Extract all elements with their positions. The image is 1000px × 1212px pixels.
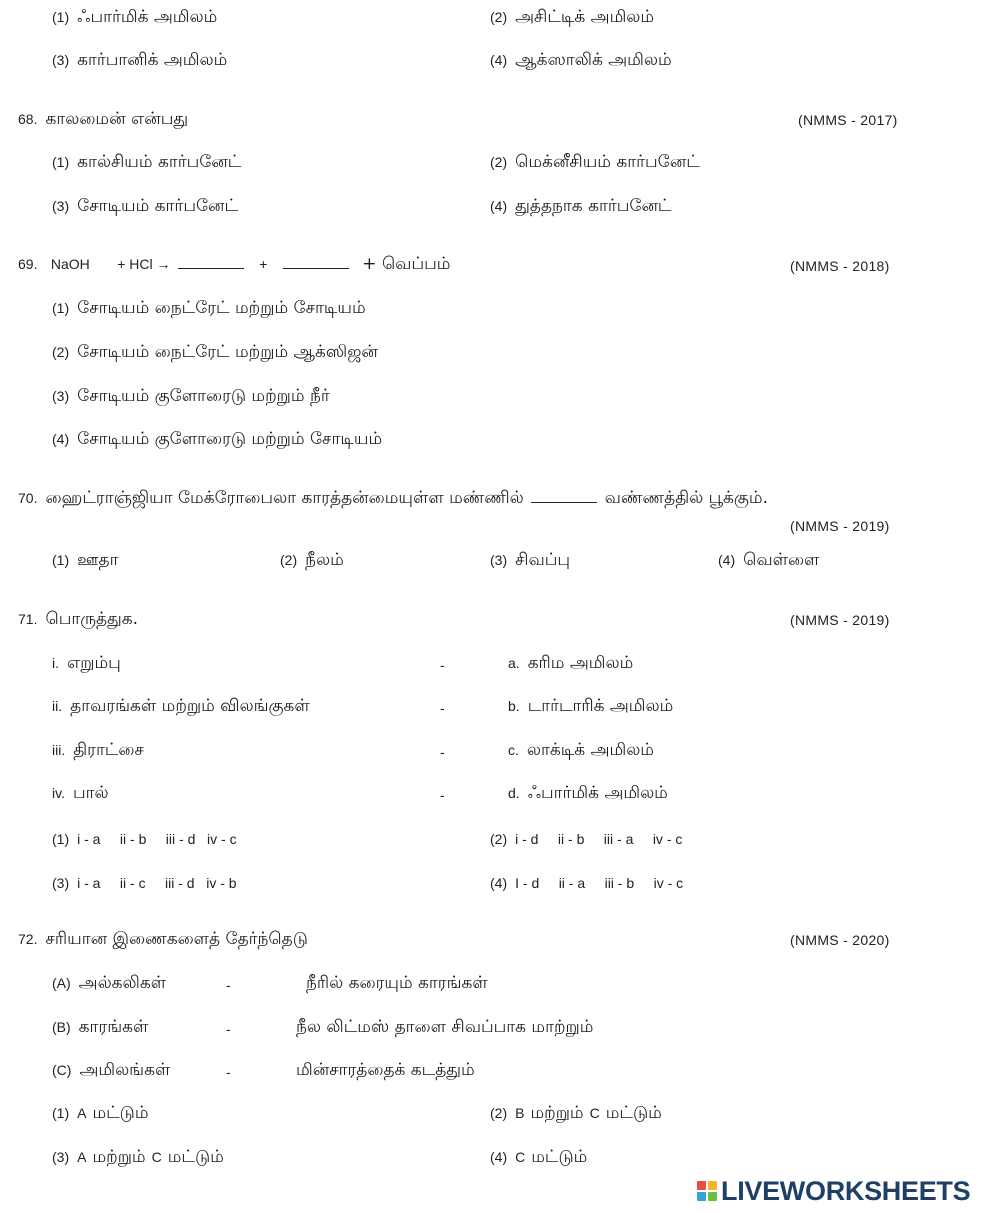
- q71-right-item-a: a. கரிம அமிலம்: [508, 653, 634, 673]
- logo-square-1: [697, 1181, 706, 1190]
- q68-option-2: (2) மெக்னீசியம் கார்பனேட்: [490, 152, 700, 172]
- q71-left-item-2: ii. தாவரங்கள் மற்றும் விலங்குகள்: [52, 696, 310, 716]
- q71-option-4: (4) I - d ii - a iii - b iv - c: [490, 875, 684, 891]
- q72-source: (NMMS - 2020): [790, 932, 890, 948]
- q67-option-4: (4) ஆக்ஸாலிக் அமிலம்: [490, 50, 672, 70]
- q69-source: (NMMS - 2018): [790, 258, 890, 274]
- q70-question: 70. ஹைட்ராஞ்ஜியா மேக்ரோபைலா காரத்தன்மையுள்ள மண்ணில் வண்ணத்தில் பூக்கும்.: [18, 488, 769, 508]
- q71-question: 71. பொருத்துக.: [18, 609, 139, 629]
- q69-blank-1[interactable]: [178, 254, 244, 269]
- q69-option-4: (4) சோடியம் குளோரைடு மற்றும் சோடியம்: [52, 429, 383, 449]
- q69-option-1: (1) சோடியம் நைட்ரேட் மற்றும் சோடியம்: [52, 298, 366, 318]
- q70-option-3: (3) சிவப்பு: [490, 550, 571, 570]
- q72-option-1: (1) A மட்டும்: [52, 1103, 149, 1123]
- logo-square-3: [697, 1192, 706, 1201]
- q71-dash-3: -: [440, 744, 445, 760]
- q71-option-2: (2) i - d ii - b iii - a iv - c: [490, 831, 683, 847]
- q71-left-item-4: iv. பால்: [52, 783, 109, 803]
- q68-option-4: (4) துத்தநாக கார்பனேட்: [490, 196, 672, 216]
- q69-blank-2[interactable]: [283, 254, 349, 269]
- q69-option-2: (2) சோடியம் நைட்ரேட் மற்றும் ஆக்ஸிஜன்: [52, 342, 378, 362]
- q71-option-3: (3) i - a ii - c iii - d iv - b: [52, 875, 237, 891]
- q70-source: (NMMS - 2019): [790, 518, 890, 534]
- q72-statement-c-desc: மின்சாரத்தைக் கடத்தும்: [296, 1060, 475, 1080]
- q67-option-2: (2) அசிட்டிக் அமிலம்: [490, 7, 655, 27]
- q72-dash-c: -: [226, 1064, 231, 1080]
- q71-left-item-1: i. எறும்பு: [52, 653, 121, 673]
- liveworksheets-logo: [697, 1176, 970, 1206]
- q72-option-3: (3) A மற்றும் C மட்டும்: [52, 1147, 224, 1167]
- q69-question: 69. NaOH + HCl → + + வெப்பம்: [18, 254, 451, 274]
- q67-option-3: (3) கார்பானிக் அமிலம்: [52, 50, 228, 70]
- q72-statement-a-desc: நீரில் கரையும் காரங்கள்: [306, 973, 488, 993]
- q71-left-item-3: iii. திராட்சை: [52, 740, 144, 760]
- logo-square-4: [708, 1192, 717, 1201]
- q72-statement-b-desc: நீல லிட்மஸ் தாளை சிவப்பாக மாற்றும்: [296, 1017, 594, 1037]
- q72-statement-c: (C) அமிலங்கள்: [52, 1060, 171, 1080]
- q70-blank[interactable]: [531, 488, 597, 503]
- q68-option-3: (3) சோடியம் கார்பனேட்: [52, 196, 239, 216]
- q71-option-1: (1) i - a ii - b iii - d iv - c: [52, 831, 237, 847]
- q72-statement-a: (A) அல்கலிகள்: [52, 973, 167, 993]
- q67-option-1: (1) ஃபார்மிக் அமிலம்: [52, 7, 218, 27]
- q71-right-item-d: d. ஃபார்மிக் அமிலம்: [508, 783, 668, 803]
- q69-option-3: (3) சோடியம் குளோரைடு மற்றும் நீர்: [52, 386, 330, 406]
- q71-dash-1: -: [440, 657, 445, 673]
- q72-dash-b: -: [226, 1021, 231, 1037]
- q71-source: (NMMS - 2019): [790, 612, 890, 628]
- q72-question: 72. சரியான இணைகளைத் தேர்ந்தெடு: [18, 929, 308, 949]
- q72-option-2: (2) B மற்றும் C மட்டும்: [490, 1103, 662, 1123]
- q72-statement-b: (B) காரங்கள்: [52, 1017, 149, 1037]
- q71-dash-4: -: [440, 787, 445, 803]
- q71-right-item-c: c. லாக்டிக் அமிலம்: [508, 740, 654, 760]
- q68-source: (NMMS - 2017): [798, 112, 898, 128]
- q70-option-4: (4) வெள்ளை: [718, 550, 820, 570]
- q71-right-item-b: b. டார்டாரிக் அமிலம்: [508, 696, 674, 716]
- q72-option-4: (4) C மட்டும்: [490, 1147, 588, 1167]
- q68-question: 68. காலமைன் என்பது: [18, 109, 189, 129]
- liveworksheets-logo-text: LIVEWORKSHEETS: [721, 1175, 971, 1206]
- q71-dash-2: -: [440, 700, 445, 716]
- q72-dash-a: -: [226, 977, 231, 993]
- q70-option-1: (1) ஊதா: [52, 550, 119, 570]
- q70-option-2: (2) நீலம்: [280, 550, 344, 570]
- q68-option-1: (1) கால்சியம் கார்பனேட்: [52, 152, 242, 172]
- logo-square-2: [708, 1181, 717, 1190]
- liveworksheets-logo-icon: [697, 1181, 717, 1201]
